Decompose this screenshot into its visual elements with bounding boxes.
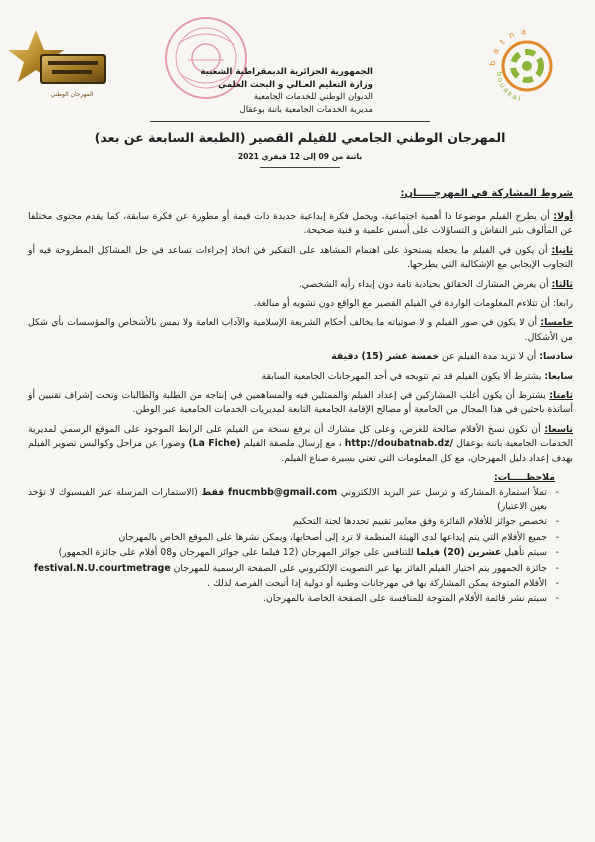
note-item: - تخصص جوائز للأفلام الفائزة وفق معايير تقييم تحددها لجنة التحكيم [28,515,559,529]
condition-item: ثامنا: يشترط أن يكون أغلب المشاركين في إعداد الفيلم والممثلين فيه والمساهمين في إنتاجه من الطلبة والطالبات وتحت إشراف تقنيين أو أساتذة باحثين في هذا المجال من الجامعة أو مصالح الإقامة الجامعية التابعة لمديريات الخدمات الجامعية عبر الوطن. [28,390,573,416]
note-item: - جميع الأفلام التي يتم إيداعها لدى الهيئة المنظمة لا ترد إلى أصحابها، ويمكن نشرها على الموقع الخاص بالمهرجان [28,531,559,545]
section-title: شروط المشاركة في المهرجـــــان: [400,188,573,199]
header-line-republic: الجمهورية الجزائرية الديمقراطية الشعبية [200,67,373,77]
note-item: - سيتم نشر قائمة الأفلام المتوجة للمنافسة على الصفحة الخاصة بالمهرجان. [28,592,559,606]
facebook-page-link[interactable]: festival.N.U.courtmetrage [33,562,171,574]
conditions-body [28,210,573,608]
note-item: - جائزة الجمهور يتم اختيار الفيلم الفائز بها عبر التصويت الإلكتروني على الصفحة الرسمية للمهرجان festival.N.U.courtmetrage [28,562,559,576]
festival-title: المهرجان الوطني الجامعي للفيلم القصير (الطبعة السابعة عن بعد) [94,130,506,145]
website-link[interactable]: http://doubatnab.dz/ [344,438,453,450]
svg-text:bouakal: bouakal [494,71,524,104]
header-divider [150,121,430,122]
header-line-ministry: وزارة التعليم العـالي و البحث العلمي [218,79,373,90]
condition-item: خامسا: أن لا يكون في صور الفيلم و لا صوتياته ما يخالف أحكام الشريعة الإسلامية والآداب العامة ولا يمس بالأشخاص والمؤسسات بأي شكل من الأشكال. [28,317,573,343]
date-divider [260,167,340,168]
condition-item: سابعا: يشترط ألا يكون الفيلم قد تم تتويجه في أحد المهرجانات الجامعية السابقة [261,370,573,382]
header-line-office: الديوان الوطني للخدمات الجامعية [253,92,373,102]
festival-logo [6,20,108,112]
note-item: - سيتم تأهيل عشرين (20) فيلما للتنافس على جوائز المهرجان (12 فيلما على جوائز المهرجان و08 أفلام على جائزة الجمهور) [28,546,559,560]
condition-item: أولا: أن يطرح الفيلم موضوعا ذا أهمية اجتماعية، ويحمل فكرة إبداعية جديدة ذات قيمة أو مطورة عن فكرة سابقة، كما يقدم محتوى مختلفا عن المألوف بثير النقاش و التساؤلات على أسس علمية و فنية صحيحة. [28,211,573,237]
condition-item: ثانيا: أن يكون في الفيلم ما يجعله يستحوذ على اهتمام المشاهد على التفكير في اتخاذ إجراءات تساعد في حل المشاكل المطروحة فيه أو التجاوب الإيجابي مع الإشكالية التي يطرحها. [28,244,573,271]
svg-text:المهرجان الوطني: المهرجان الوطني [50,91,94,98]
header-line-directorate: مديرية الخدمات الجامعية باتنة بوعقال [239,104,373,115]
festival-date: باتنة من 09 إلى 12 فيفري 2021 [237,152,363,161]
note-item: - تملأ استمارة المشاركة و ترسل عبر البريد الالكتروني fnucmbb@gmail.com فقط (الاستمارات المرسلة عبر الفيسبوك لا تؤخذ بعين الاعتبار) [28,486,559,515]
notes-list [28,486,573,607]
svg-text:b a t n a: b a t n a [487,26,529,67]
condition-item: ثالثا: أن يعرض المشارك الحقائق بحيادية تامة دون إبداء رأيه الشخصي. [298,278,573,290]
condition-item: رابعا: أن تتلاءم المعلومات الواردة في الفيلم القصير مع الواقع دون تشويه أو مبالغة. [253,298,573,310]
notes-title: ملاحظـــــات: [493,472,555,484]
email-link[interactable]: fnucmbb@gmail.com [227,486,338,498]
condition-item: سادسا: أن لا تزيد مدة الفيلم عن خمسة عشر (15) دقيقة [331,351,573,363]
note-item: - الأفلام المتوجة يمكن المشاركة بها في مهرجانات وطنية أو دولية إذا أتيحت الفرصة لذلك . [28,577,559,591]
institution-header [173,66,373,116]
university-services-logo [481,22,573,110]
condition-item: تاسعا: أن تكون نسخ الأفلام صالحة للعرض، وعلى كل مشارك أن يرفع نسخة من الفيلم على الرابط الموجود على الموقع الرسمي لمديرية الخدمات الجامعية باتنة بوعقال http://doubatnab.dz/ ، مع إرسال ملصقة الفيلم (La Fiche) وصورا عن مراحل وكواليس تصوير الفيلم بهدف إعداد دليل المهرجان، مع كل المعلومات التي تعني بسيرة صناع الفيلم. [28,423,573,464]
